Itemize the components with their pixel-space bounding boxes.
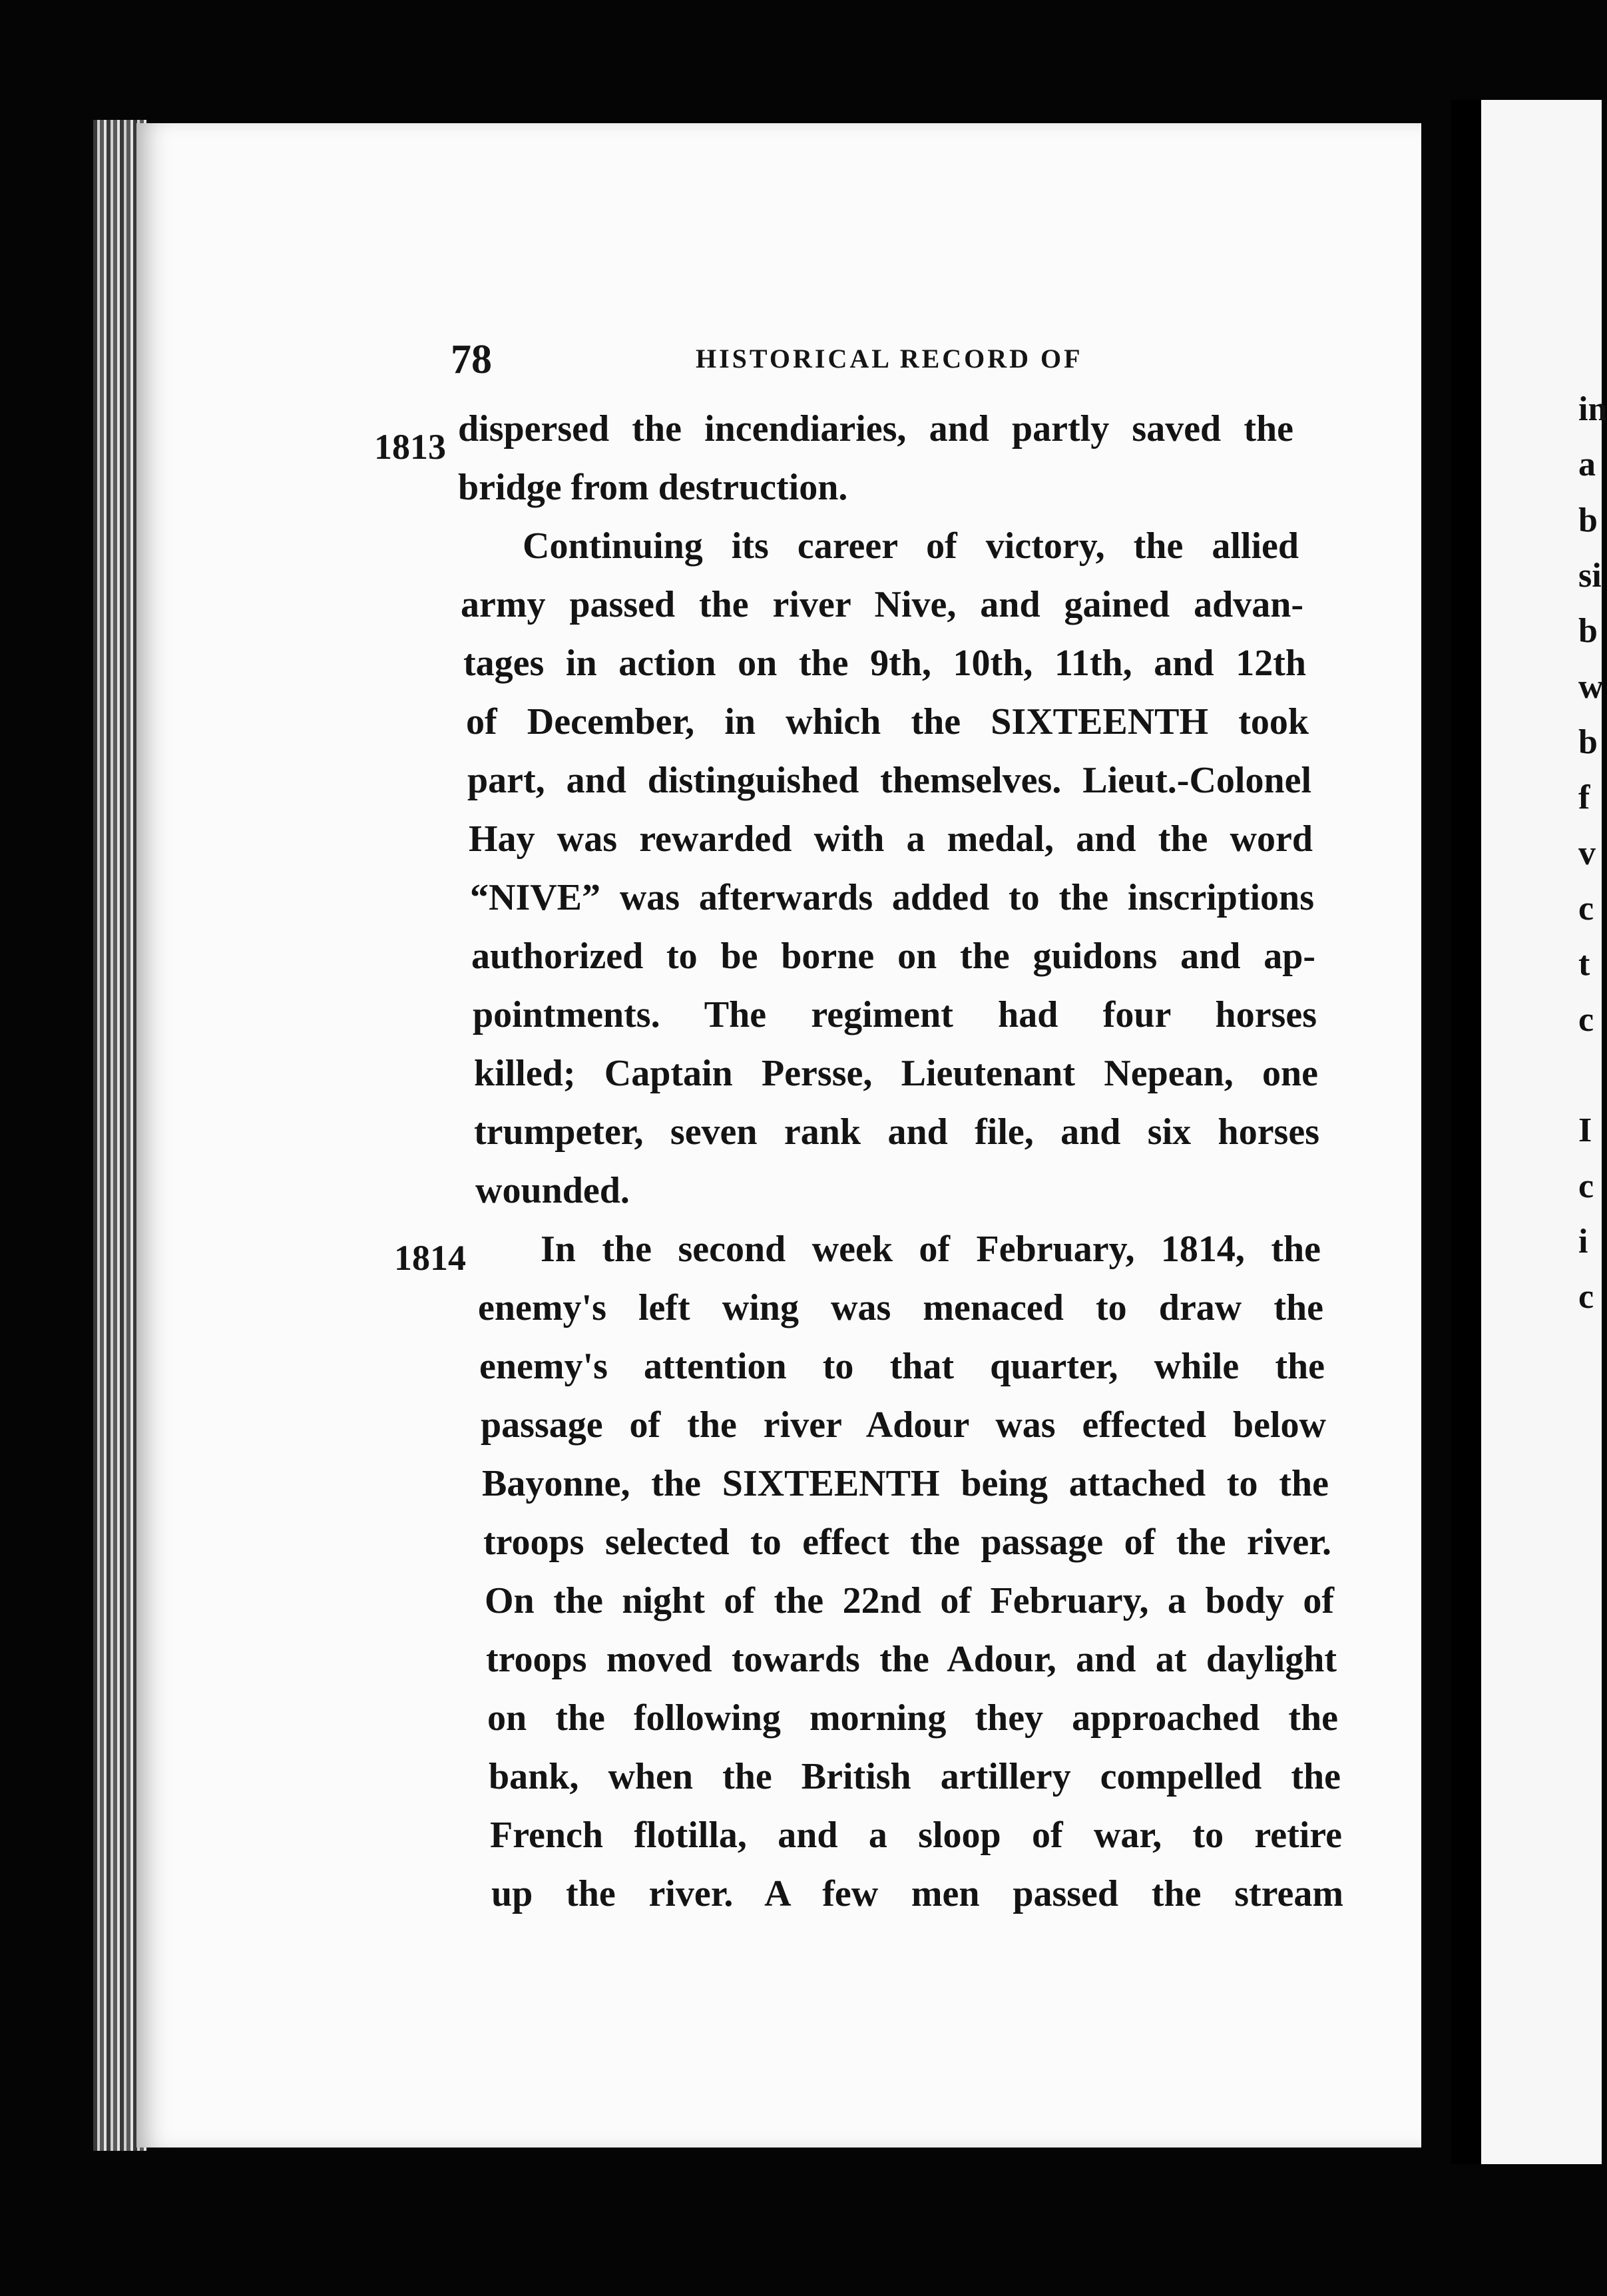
text-line: “NIVE” was afterwards added to the inscriptions — [470, 877, 1314, 918]
page-gutter — [1451, 100, 1481, 2164]
text-line: passage of the river Adour was effected below — [481, 1404, 1326, 1446]
facing-page-fragment: i — [1578, 1223, 1588, 1261]
text-line: On the night of the 22nd of February, a body of — [485, 1580, 1334, 1621]
running-head: HISTORICAL RECORD OF — [696, 344, 1083, 374]
margin-year: 1814 — [394, 1238, 466, 1278]
facing-page-fragment: I — [1578, 1111, 1592, 1149]
text-line: In the second week of February, 1814, the — [541, 1229, 1321, 1270]
facing-page-fragment: w — [1578, 668, 1604, 706]
text-line: troops selected to effect the passage of the river. — [483, 1522, 1331, 1563]
facing-page-fragment: t — [1578, 945, 1590, 983]
text-line: army passed the river Nive, and gained advan- — [461, 584, 1303, 625]
margin-year: 1813 — [374, 427, 446, 467]
facing-page — [1481, 100, 1607, 2164]
text-line: pointments. The regiment had four horses — [473, 994, 1317, 1035]
facing-page-fragment: c — [1578, 1278, 1594, 1316]
facing-page-fragment: f — [1578, 778, 1590, 816]
text-line: Hay was rewarded with a medal, and the word — [469, 818, 1313, 860]
text-line: Continuing its career of victory, the allied — [523, 525, 1299, 567]
text-line: up the river. A few men passed the stream — [491, 1873, 1343, 1914]
facing-page-fragment: v — [1578, 834, 1596, 872]
text-line: authorized to be borne on the guidons and ap- — [471, 936, 1315, 977]
text-line: on the following morning they approached the — [487, 1697, 1338, 1739]
facing-page-fragment: in — [1578, 390, 1607, 428]
facing-page-fragment: b — [1578, 612, 1598, 650]
facing-page-fragment: b — [1578, 723, 1598, 761]
facing-page-fragment: c — [1578, 1167, 1594, 1205]
text-line: enemy's left wing was menaced to draw the — [478, 1287, 1323, 1328]
text-line: enemy's attention to that quarter, while the — [479, 1346, 1325, 1387]
facing-page-fragment: si — [1578, 557, 1602, 595]
page-number: 78 — [451, 337, 492, 382]
facing-page-fragment: c — [1578, 890, 1594, 928]
text-line: bridge from destruction. — [458, 467, 848, 508]
text-line: wounded. — [475, 1170, 630, 1211]
text-line: French flotilla, and a sloop of war, to retire — [490, 1815, 1342, 1856]
text-line: dispersed the incendiaries, and partly saved the — [458, 408, 1293, 449]
text-line: of December, in which the SIXTEENTH took — [466, 701, 1309, 742]
text-line: trumpeter, seven rank and file, and six horses — [474, 1111, 1319, 1153]
facing-page-fragment: c — [1578, 1001, 1594, 1039]
facing-page-fragment: a — [1578, 445, 1596, 483]
text-line: part, and distinguished themselves. Lieut.-Colonel — [467, 760, 1311, 801]
text-line: troops moved towards the Adour, and at daylight — [486, 1639, 1337, 1680]
text-line: bank, when the British artillery compelled the — [489, 1756, 1341, 1797]
text-line: Bayonne, the SIXTEENTH being attached to the — [482, 1463, 1329, 1504]
facing-page-fragment: b — [1578, 501, 1598, 539]
text-line: tages in action on the 9th, 10th, 11th, and 12th — [463, 643, 1306, 684]
text-line: killed; Captain Persse, Lieutenant Nepean, one — [474, 1053, 1318, 1094]
